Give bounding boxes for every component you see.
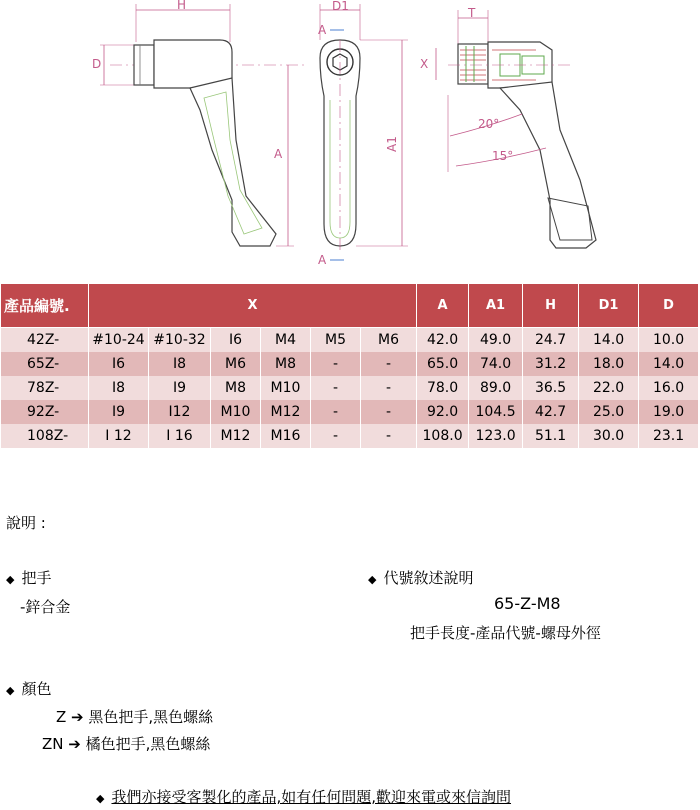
cell: - [311, 376, 361, 400]
table-header-row [1, 284, 699, 328]
cell: - [361, 376, 417, 400]
section-a-bottom-label: A [318, 253, 327, 267]
cell: I 12 [89, 424, 149, 448]
cell: M10 [211, 400, 261, 424]
cell: I9 [89, 400, 149, 424]
cell-code: 78Z- [1, 376, 89, 400]
cell: 16.0 [639, 376, 699, 400]
cell: - [361, 400, 417, 424]
cell: 18.0 [579, 352, 639, 376]
cell: 51.1 [523, 424, 579, 448]
cell: 92.0 [417, 400, 469, 424]
table-row [1, 424, 699, 448]
cell: 14.0 [639, 352, 699, 376]
cell: 108.0 [417, 424, 469, 448]
color-title: 顏色 [21, 680, 52, 698]
front-view [318, 0, 408, 267]
side-view [92, 0, 305, 246]
dim-x-label: X [420, 57, 429, 71]
cell: 123.0 [469, 424, 523, 448]
cell: 89.0 [469, 376, 523, 400]
header-d1: D1 [579, 284, 639, 328]
cell: 24.7 [523, 328, 579, 353]
table-row [1, 328, 699, 353]
cell: #10-24 [89, 328, 149, 353]
header-product-code: 產品編號. [1, 284, 89, 328]
cell: 74.0 [469, 352, 523, 376]
cell: I6 [211, 328, 261, 353]
cell-code: 42Z- [1, 328, 89, 353]
color-option-zn: ZN ➔ 橘色把手,黑色螺絲 [42, 735, 211, 753]
cell: I6 [89, 352, 149, 376]
bullet-diamond-icon: ◆ [96, 792, 105, 805]
cell: M6 [361, 328, 417, 353]
color-option-z: Z ➔ 黑色把手,黑色螺絲 [56, 708, 214, 726]
spec-table [0, 283, 699, 448]
cell-code: 92Z- [1, 400, 89, 424]
notes-heading: 說明 : [6, 514, 46, 532]
cell: 65.0 [417, 352, 469, 376]
code-title: 代號敘述說明 [383, 569, 474, 587]
cell: I12 [149, 400, 211, 424]
angle-15-label: 15° [492, 149, 514, 163]
cell: 31.2 [523, 352, 579, 376]
cell: M5 [311, 328, 361, 353]
cell: - [361, 352, 417, 376]
cell: 25.0 [579, 400, 639, 424]
handle-section-title [6, 567, 51, 588]
cell: 30.0 [579, 424, 639, 448]
header-a1: A1 [469, 284, 523, 328]
dim-h-label: H [177, 0, 187, 12]
header-h: H [523, 284, 579, 328]
handle-title: 把手 [21, 569, 52, 587]
bullet-diamond-icon: ◆ [6, 684, 15, 697]
cell: I 16 [149, 424, 211, 448]
cell: I8 [89, 376, 149, 400]
cell: I8 [149, 352, 211, 376]
table-row [1, 376, 699, 400]
cell: 23.1 [639, 424, 699, 448]
cell: M6 [211, 352, 261, 376]
cell: - [311, 424, 361, 448]
cell: - [361, 424, 417, 448]
header-x: X [89, 284, 417, 328]
cell: I9 [149, 376, 211, 400]
table-row [1, 352, 699, 376]
cell: 42.0 [417, 328, 469, 353]
section-view [420, 6, 596, 248]
code-explanation: 把手長度-產品代號-螺母外徑 [410, 624, 601, 642]
cell: M4 [261, 328, 311, 353]
angle-20-label: 20° [478, 117, 500, 131]
cell: M8 [211, 376, 261, 400]
cell: 42.7 [523, 400, 579, 424]
footer-text: 我們亦接受客製化的產品,如有任何問題,歡迎來電或來信詢問 [111, 788, 512, 806]
cell: 49.0 [469, 328, 523, 353]
cell: - [311, 400, 361, 424]
dim-a-label: A [274, 147, 283, 161]
cell: - [311, 352, 361, 376]
cell: 36.5 [523, 376, 579, 400]
cell: 14.0 [579, 328, 639, 353]
cell: 19.0 [639, 400, 699, 424]
cell: M12 [261, 400, 311, 424]
table-row [1, 400, 699, 424]
cell-code: 65Z- [1, 352, 89, 376]
cell: 78.0 [417, 376, 469, 400]
code-section-title [368, 567, 473, 588]
cell: M10 [261, 376, 311, 400]
color-section-title [6, 678, 51, 699]
header-a: A [417, 284, 469, 328]
cell: 104.5 [469, 400, 523, 424]
cell-code: 108Z- [1, 424, 89, 448]
dim-a1-label: A1 [385, 136, 399, 152]
cell: 22.0 [579, 376, 639, 400]
footer-note [96, 786, 511, 807]
bullet-diamond-icon: ◆ [6, 573, 15, 586]
cell: M8 [261, 352, 311, 376]
dim-d-label: D [92, 57, 102, 71]
code-example: 65-Z-M8 [494, 594, 561, 613]
section-a-top-label: A [318, 23, 327, 37]
cell: M16 [261, 424, 311, 448]
cell: 10.0 [639, 328, 699, 353]
dim-d1-label: D1 [332, 0, 349, 13]
cell: #10-32 [149, 328, 211, 353]
bullet-diamond-icon: ◆ [368, 573, 377, 586]
header-d: D [639, 284, 699, 328]
technical-drawing [0, 0, 700, 275]
dim-t-label: T [468, 6, 476, 20]
handle-material: -鋅合金 [20, 598, 71, 616]
cell: M12 [211, 424, 261, 448]
